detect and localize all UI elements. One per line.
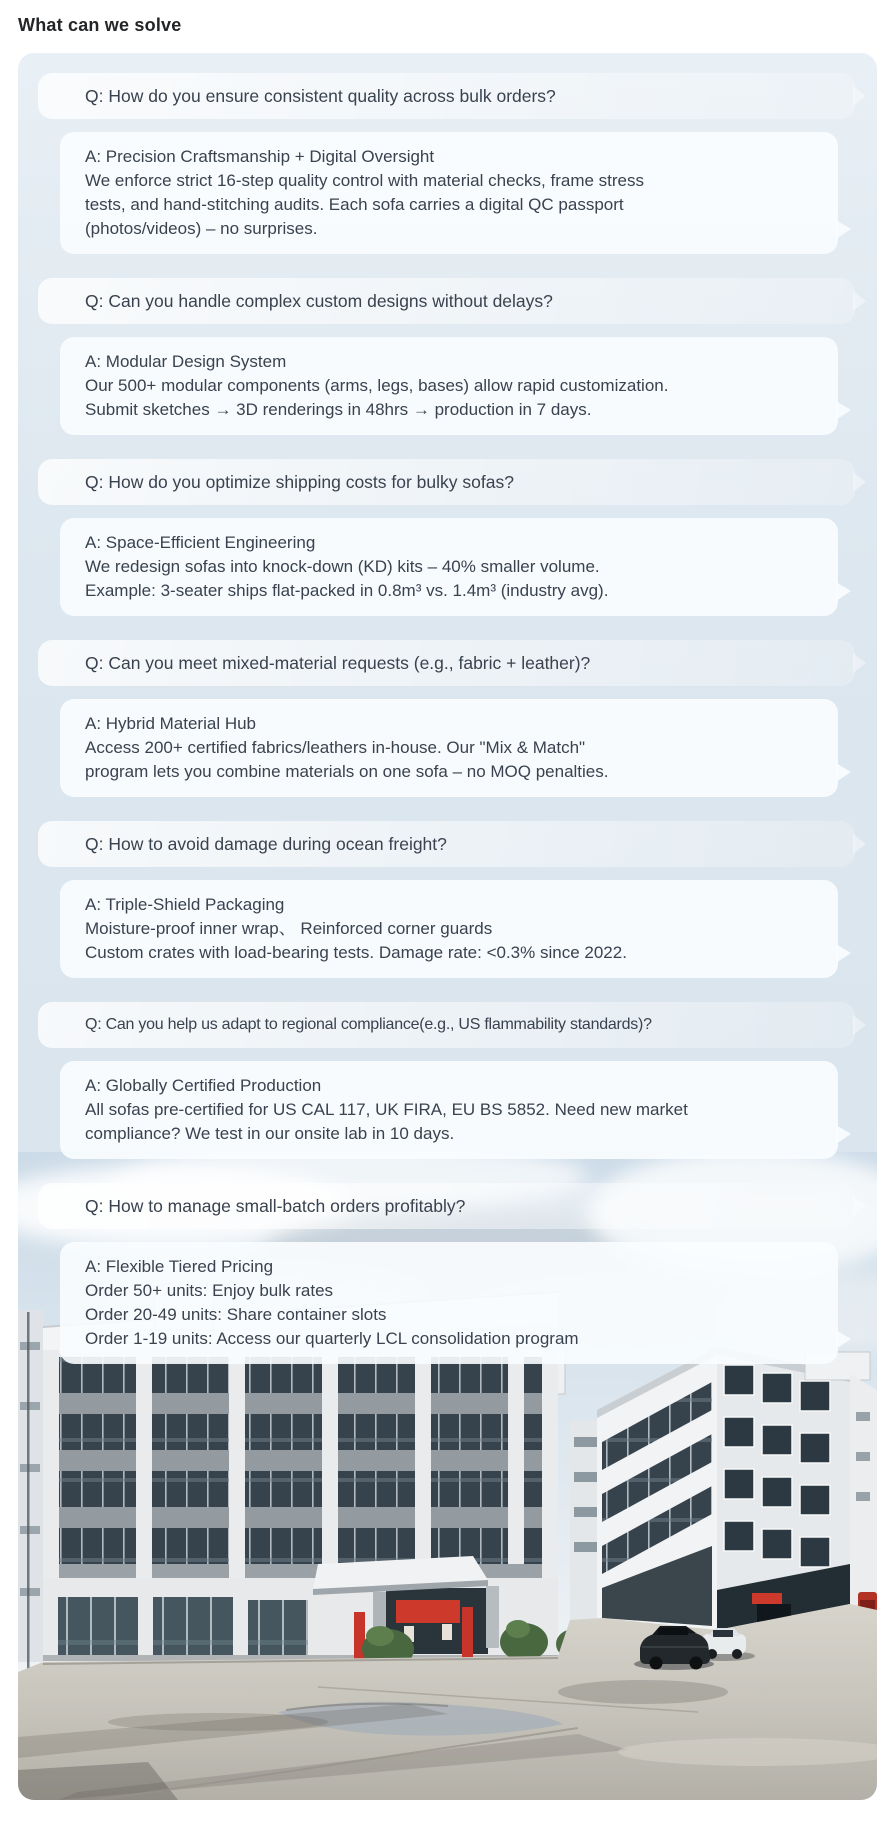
right-factory-building [597,1347,870,1630]
answer-line: Our 500+ modular components (arms, legs, bases) allow rapid customization. [85,376,669,395]
answer-bubble [60,132,838,254]
answer-line: All sofas pre-certified for US CAL 117, UK FIRA, EU BS 5852. Need new market [85,1100,688,1119]
answer-line: Submit sketches → 3D renderings in 48hrs → production in 7 days. [85,400,592,419]
answer-line: Moisture-proof inner wrap、 Reinforced corner guards [85,919,493,938]
answer-line: We enforce strict 16-step quality control with material checks, frame stress [85,171,644,190]
question-bubble: Q: How do you optimize shipping costs for bulky sofas? [38,459,855,505]
answer-line: A: Precision Craftsmanship + Digital Oversight [85,147,435,166]
question-bubble: Q: How to avoid damage during ocean freight? [38,821,855,867]
answer-line: We redesign sofas into knock-down (KD) kits – 40% smaller volume. [85,557,600,576]
answer-line: A: Modular Design System [85,352,287,371]
answer-line: Order 1-19 units: Access our quarterly LCL consolidation program [85,1329,579,1348]
answer-line: Example: 3-seater ships flat-packed in 0.8m³ vs. 1.4m³ (industry avg). [85,581,609,600]
answer-line: Access 200+ certified fabrics/leathers in-house. Our "Mix & Match" [85,738,586,757]
answer-bubble [60,1061,838,1159]
answer-bubble [60,699,838,797]
answer-line: A: Space-Efficient Engineering [85,533,316,552]
right-edge-buildings [850,1374,877,1636]
answer-line: A: Globally Certified Production [85,1076,322,1095]
answer-line: Order 50+ units: Enjoy bulk rates [85,1281,334,1300]
question-bubble: Q: Can you handle complex custom designs without delays? [38,278,855,324]
faq-list [18,53,877,1364]
answer-line: program lets you combine materials on one sofa – no MOQ penalties. [85,762,609,781]
answer-line: A: Hybrid Material Hub [85,714,257,733]
question-bubble: Q: How to manage small-batch orders profitably? [38,1183,855,1229]
answer-line: Custom crates with load-bearing tests. Damage rate: <0.3% since 2022. [85,943,627,962]
answer-bubble [60,1242,838,1364]
answer-bubble [60,337,838,435]
answer-bubble [60,880,838,978]
question-bubble: Q: Can you meet mixed-material requests (e.g., fabric + leather)? [38,640,855,686]
answer-line: tests, and hand-stitching audits. Each sofa carries a digital QC passport [85,195,624,214]
answer-line: A: Triple-Shield Packaging [85,895,285,914]
faq-panel [18,53,877,1800]
answer-line: (photos/videos) – no surprises. [85,219,318,238]
neighbor-building [18,1310,44,1672]
question-bubble: Q: How do you ensure consistent quality across bulk orders? [38,73,855,119]
page-title: What can we solve [18,15,182,35]
answer-line: compliance? We test in our onsite lab in 10 days. [85,1124,455,1143]
answer-line: A: Flexible Tiered Pricing [85,1257,274,1276]
question-bubble: Q: Can you help us adapt to regional compliance(e.g., US flammability standards)? [38,1002,855,1048]
answer-line: Order 20-49 units: Share container slots [85,1305,387,1324]
answer-bubble [60,518,838,616]
